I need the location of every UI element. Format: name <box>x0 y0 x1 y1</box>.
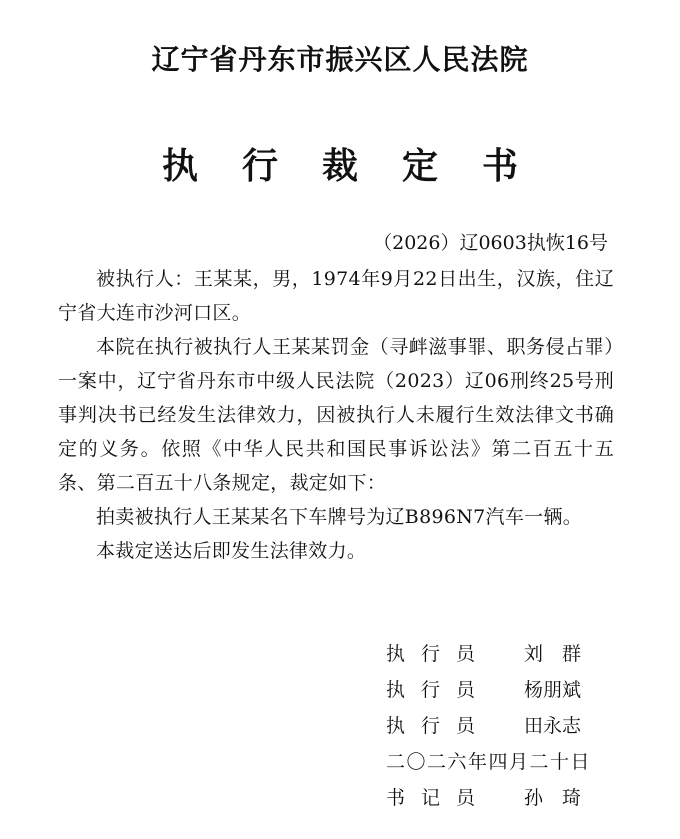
party-paragraph: 被执行人：王某某，男，1974年9月22日出生，汉族，住辽宁省大连市沙河口区。 <box>58 268 614 324</box>
clerk-name: 孙 琦 <box>524 787 582 809</box>
signature-role: 执行员 <box>386 715 492 737</box>
clerk-row <box>386 780 591 816</box>
signature-block <box>386 636 591 816</box>
ruling-body <box>58 262 614 568</box>
court-name: 辽宁省丹东市振兴区人民法院 <box>151 43 529 76</box>
signature-name: 田永志 <box>524 715 582 737</box>
signature-role: 执行员 <box>386 643 492 665</box>
ruling-paragraph: 拍卖被执行人王某某名下车牌号为辽B896N7汽车一辆。 <box>96 506 583 528</box>
signature-role: 执行员 <box>386 679 492 701</box>
clerk-role: 书记员 <box>386 787 492 809</box>
signature-row <box>386 672 591 708</box>
ruling-date: 二〇二六年四月二十日 <box>386 751 592 773</box>
document-title: 执行裁定书 <box>161 146 562 187</box>
case-number: （2026）辽0603执恢16号 <box>373 232 608 254</box>
effect-paragraph: 本裁定送达后即发生法律效力。 <box>96 540 367 562</box>
signature-row <box>386 708 591 744</box>
signature-name: 刘 群 <box>524 643 582 665</box>
signature-name: 杨朋斌 <box>524 679 582 701</box>
signature-row <box>386 636 591 672</box>
reasoning-paragraph: 本院在执行被执行人王某某罚金（寻衅滋事罪、职务侵占罪）一案中，辽宁省丹东市中级人民法院（2023）辽06刑终25号刑事判决书已经发生法律效力，因被执行人未履行生效法律文书确定的义务。依照《中华人民共和国民事诉讼法》第二百五十五条、第二百五十八条规定，裁定如下： <box>58 336 614 494</box>
